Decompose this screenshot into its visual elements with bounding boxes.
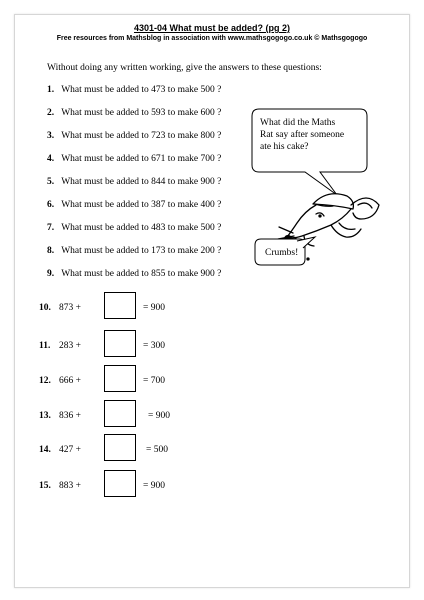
equation-number: 11. <box>39 341 51 351</box>
question-text: What must be added to 387 to make 400 ? <box>61 200 222 210</box>
question-text: What must be added to 671 to make 700 ? <box>61 154 222 164</box>
equation-result: = 500 <box>146 445 168 455</box>
question-number: 7. <box>47 223 55 233</box>
equation-addend: 666 + <box>59 376 81 386</box>
worksheet-page <box>14 14 410 588</box>
speech-line-1: What did the Maths <box>260 118 336 128</box>
equation-number: 13. <box>39 411 51 421</box>
cartoon <box>15 15 409 587</box>
equation-result: = 900 <box>148 411 170 421</box>
question-speech-bubble <box>252 109 367 195</box>
speech-line-2: Rat say after someone <box>260 130 345 140</box>
question-number: 1. <box>47 85 55 95</box>
worksheet-subtitle: Free resources from Mathsblog in association with www.mathsgogogo.co.uk © Mathsgogogo <box>56 35 368 42</box>
question-text: What must be added to 473 to make 500 ? <box>61 85 222 95</box>
question-number: 5. <box>47 177 55 187</box>
equation-addend: 427 + <box>59 445 81 455</box>
instructions: Without doing any written working, give the answers to these questions: <box>47 63 322 73</box>
question-text: What must be added to 855 to make 900 ? <box>61 269 222 279</box>
question-text: What must be added to 593 to make 600 ? <box>61 108 222 118</box>
equation-addend: 836 + <box>59 411 81 421</box>
question-number: 4. <box>47 154 55 164</box>
question-number: 3. <box>47 131 55 141</box>
question-text: What must be added to 173 to make 200 ? <box>61 246 222 256</box>
question-text: What must be added to 483 to make 500 ? <box>61 223 222 233</box>
equation-number: 14. <box>39 445 51 455</box>
question-number: 8. <box>47 246 55 256</box>
equation-result: = 700 <box>143 376 165 386</box>
question-number: 6. <box>47 200 55 210</box>
equation-addend: 283 + <box>59 341 81 351</box>
worksheet-title: 4301-04 What must be added? (pg 2) <box>133 23 291 33</box>
equation-number: 12. <box>39 376 51 386</box>
answer-text: Crumbs! <box>265 248 299 258</box>
equation-number: 15. <box>39 481 51 491</box>
speech-line-3: ate his cake? <box>260 142 309 152</box>
equation-result: = 900 <box>143 303 165 313</box>
equation-addend: 873 + <box>59 303 81 313</box>
question-text: What must be added to 723 to make 800 ? <box>61 131 222 141</box>
equation-result: = 900 <box>143 481 165 491</box>
question-text: What must be added to 844 to make 900 ? <box>61 177 222 187</box>
question-number: 2. <box>47 108 55 118</box>
equation-result: = 300 <box>143 341 165 351</box>
question-number: 9. <box>47 269 55 279</box>
answer-speech-bubble <box>255 237 315 265</box>
equation-number: 10. <box>39 303 51 313</box>
equation-addend: 883 + <box>59 481 81 491</box>
